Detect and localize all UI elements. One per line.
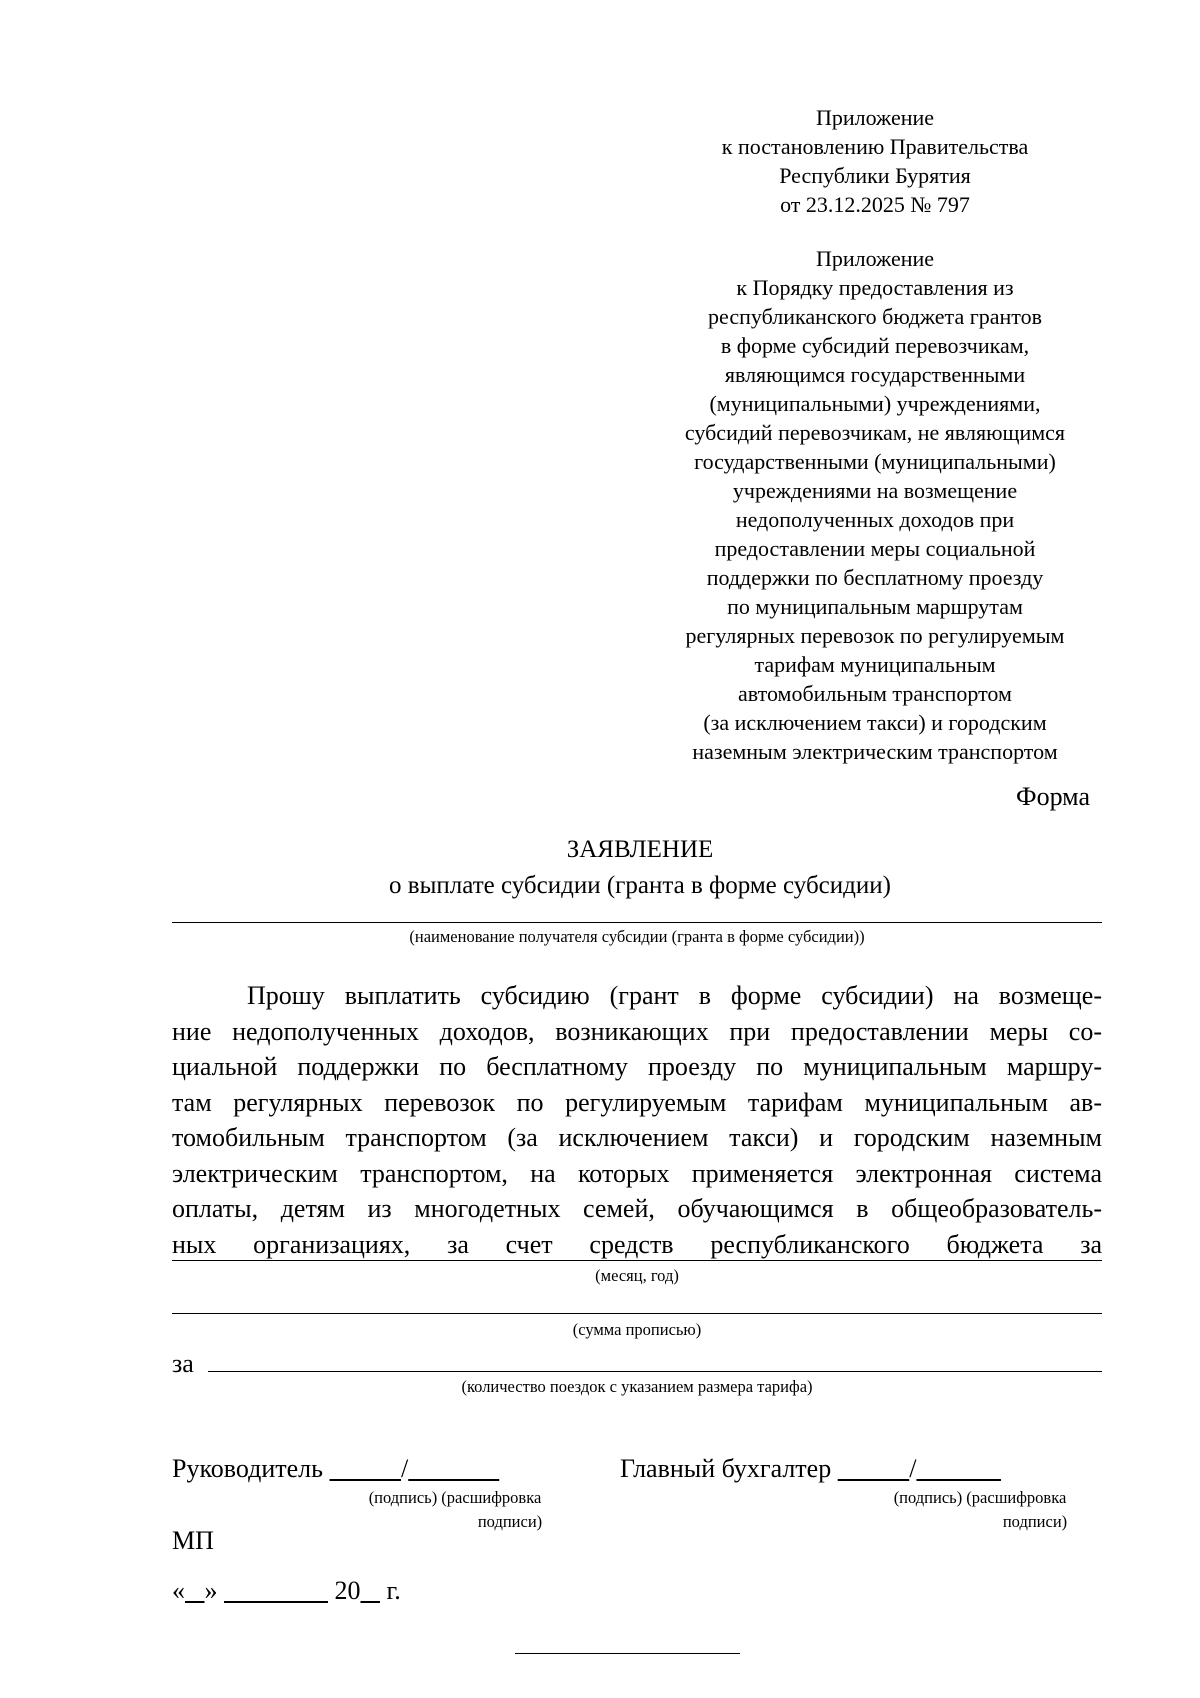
paragraph-line: ных организациях, за счет средств республиканского бюджета за [172, 1229, 1102, 1259]
head-caption-line: (подпись) (расшифровка [368, 1488, 542, 1507]
month-year-caption: (месяц, год) [595, 1266, 679, 1285]
appendix-line: по муниципальным маршрутам [727, 594, 1023, 619]
appendix-line: наземным электрическим транспортом [692, 739, 1058, 764]
paragraph-line: электрическим транспортом, на которых применяется электронная система [172, 1158, 1102, 1188]
form-label: Форма [1016, 782, 1090, 811]
year-prefix: 20 [334, 1576, 361, 1605]
year-suffix: г. [386, 1576, 401, 1605]
date-line [172, 1575, 401, 1607]
recipient-caption: (наименование получателя субсидии (гранта в форме субсидии)) [409, 927, 865, 946]
paragraph-line: оплаты, детям из многодетных семей, обучающимся в общеобразователь- [172, 1194, 1102, 1223]
trips-caption: (количество поездок с указанием размера тарифа) [461, 1377, 813, 1396]
appendix-line: Республики Бурятия [779, 163, 971, 188]
appendix-line: недополученных доходов при [735, 507, 1015, 532]
head-caption [335, 1486, 575, 1534]
appendix-line: (муниципальными) учреждениями, [709, 391, 1041, 416]
appendix-line: Приложение [815, 246, 935, 271]
head-caption-line: подписи) [477, 1512, 543, 1531]
appendix-government-decree [640, 103, 1110, 219]
accountant-separator: / [909, 1454, 917, 1483]
document-subtitle: о выплате субсидии (гранта в форме субсидии) [389, 872, 891, 899]
appendix-line: к постановлению Правительства [721, 134, 1029, 159]
appendix-line: (за исключением такси) и городским [703, 710, 1047, 735]
accountant-caption-line: подписи) [1002, 1512, 1068, 1531]
accountant-signature [620, 1453, 1001, 1485]
appendix-line: предоставлении меры социальной [714, 536, 1036, 561]
document-title: ЗАЯВЛЕНИЕ [566, 836, 714, 863]
head-label: Руководитель [172, 1454, 323, 1483]
appendix-line: являющимся государственными [724, 362, 1026, 387]
appendix-line: автомобильным транспортом [738, 681, 1012, 706]
head-signature-line[interactable] [330, 1454, 402, 1483]
paragraph-line: там регулярных перевозок по регулируемым тарифам муниципальным ав- [172, 1087, 1102, 1117]
head-separator: / [401, 1454, 409, 1483]
appendix-line: учреждениями на возмещение [732, 478, 1018, 503]
appendix-line: государственными (муниципальными) [694, 449, 1056, 474]
year-field[interactable] [361, 1576, 381, 1605]
appendix-line: в форме субсидий перевозчикам, [720, 333, 1030, 358]
date-open-quote: « [172, 1576, 185, 1605]
appendix-line: Приложение [815, 105, 935, 130]
footer-divider [515, 1653, 740, 1654]
amount-words-line[interactable] [172, 1313, 1102, 1314]
paragraph-line: ние недополученных доходов, возникающих при предоставлении меры со- [172, 1016, 1102, 1046]
paragraph-line: циальной поддержки по бесплатному проезду по муниципальным маршру- [172, 1052, 1102, 1081]
appendix-line: от 23.12.2025 № 797 [780, 192, 970, 217]
za-label: за [172, 1349, 194, 1378]
amount-words-caption: (сумма прописью) [572, 1320, 702, 1339]
accountant-caption-line: (подпись) (расшифровка [893, 1488, 1067, 1507]
day-field[interactable] [185, 1576, 205, 1605]
accountant-label: Главный бухгалтер [620, 1454, 832, 1483]
accountant-caption [860, 1486, 1100, 1534]
stamp-label: МП [172, 1526, 214, 1555]
month-field[interactable] [224, 1576, 328, 1605]
recipient-name-line[interactable] [172, 922, 1102, 923]
trips-count-line[interactable] [208, 1371, 1102, 1372]
appendix-line: тарифам муниципальным [754, 652, 996, 677]
accountant-signature-line[interactable] [838, 1454, 910, 1483]
request-paragraph [172, 978, 1102, 1262]
appendix-line: поддержки по бесплатному проезду [706, 565, 1044, 590]
appendix-line: республиканского бюджета грантов [708, 304, 1042, 329]
accountant-name-line[interactable] [916, 1454, 1001, 1483]
appendix-line: к Порядку предоставления из [736, 275, 1014, 300]
paragraph-line: томобильным транспортом (за исключением такси) и городским наземным [172, 1123, 1102, 1152]
paragraph-line: Прошу выплатить субсидию (грант в форме субсидии) на возмеще- [247, 981, 1102, 1010]
date-close-quote: » [204, 1576, 218, 1605]
head-signature [172, 1453, 499, 1485]
month-year-line[interactable] [172, 1260, 1102, 1261]
appendix-line: субсидий перевозчикам, не являющимся [684, 420, 1066, 445]
appendix-procedure [640, 244, 1110, 766]
appendix-line: регулярных перевозок по регулируемым [685, 623, 1065, 648]
head-name-line[interactable] [408, 1454, 499, 1483]
